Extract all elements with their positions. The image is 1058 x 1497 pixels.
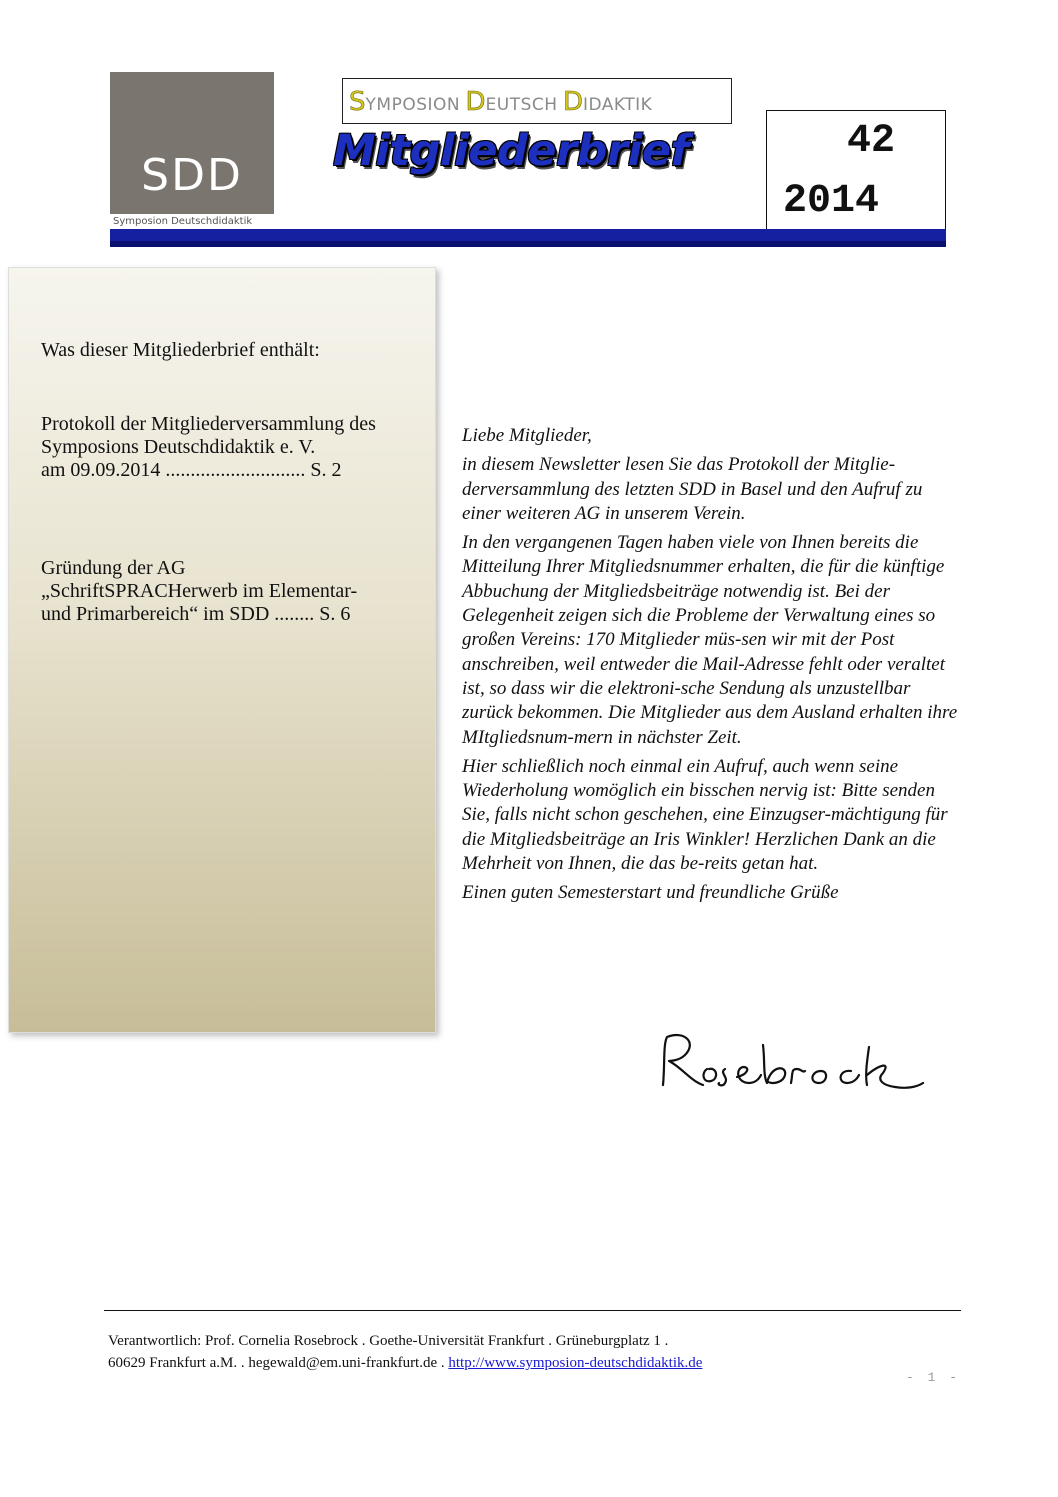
issue-year: 2014 xyxy=(783,179,880,224)
footer-rule xyxy=(104,1310,961,1311)
toc-item-ag xyxy=(41,557,421,626)
issue-number: 42 xyxy=(847,119,896,164)
toc-item-protokoll xyxy=(41,413,421,482)
letter-closing: Einen guten Semesterstart und freundliche Grüße xyxy=(462,882,839,904)
logo-subtitle: Symposion Deutschdidaktik xyxy=(110,214,277,229)
letter-body xyxy=(462,424,962,911)
handwritten-signature xyxy=(655,1025,935,1100)
logo-text: SDD xyxy=(141,150,243,201)
symposion-banner xyxy=(342,78,732,124)
toc-item-line: am 09.09.2014 ............................ S. 2 xyxy=(41,459,342,481)
toc-item-line: „SchriftSPRACHerwerb im Elementar- xyxy=(41,580,358,602)
banner-word-3: IDAKTIK xyxy=(583,95,653,115)
toc-heading: Was dieser Mitgliederbrief enthält: xyxy=(41,339,320,361)
toc-item-line: und Primarbereich“ im SDD ........ S. 6 xyxy=(41,603,351,625)
issue-box xyxy=(766,110,946,230)
footer-line-1: Verantwortlich: Prof. Cornelia Rosebrock . Goethe-Universität Frankfurt . Grüneburgplatz 1 . xyxy=(108,1333,669,1349)
letter-greeting: Liebe Mitglieder, xyxy=(462,425,592,446)
website-link[interactable]: http://www.symposion-deutschdidaktik.de xyxy=(448,1355,703,1371)
table-of-contents xyxy=(8,267,436,1033)
banner-word-2: EUTSCH xyxy=(485,95,558,115)
footer-line-2 xyxy=(108,1352,702,1374)
sdd-logo xyxy=(110,72,274,230)
toc-item-line: Symposions Deutschdidaktik e. V. xyxy=(41,436,316,458)
letter-paragraph: Hier schließlich noch einmal ein Aufruf, auch wenn seine Wiederholung womöglich ein bisschen nervig ist: Bitte senden Sie, falls nicht schon geschehen, eine Einzugser-mächtigung für die Mitgliedsbeiträge an Iris Winkler! Herzlichen Dank an die Mehrheit von Ihnen, die das be-reits getan hat. xyxy=(462,755,948,875)
banner-cap-d2: D xyxy=(562,87,583,117)
letter-paragraph: in diesem Newsletter lesen Sie das Protokoll der Mitglie-derversammlung des letzten SDD in Basel und den Aufruf zu einer weiteren AG in unserem Verein. xyxy=(462,454,923,524)
banner-cap-d1: D xyxy=(465,87,486,117)
banner-cap-s: S xyxy=(349,87,366,117)
banner-word-1: YMPOSION xyxy=(365,95,461,115)
toc-item-line: Protokoll der Mitgliederversammlung des xyxy=(41,413,376,435)
footer-address: 60629 Frankfurt a.M. . hegewald@em.uni-frankfurt.de . xyxy=(108,1355,449,1371)
newsletter-title: Mitgliederbrief xyxy=(333,126,689,176)
page-number: - 1 - xyxy=(906,1370,961,1385)
toc-item-line: Gründung der AG xyxy=(41,557,186,579)
footer xyxy=(108,1330,702,1374)
letter-paragraph: In den vergangenen Tagen haben viele von Ihnen bereits die Mitteilung Ihrer Mitgliedsnummer erhalten, die für die künftige Abbuchung der Mitgliedsbeiträge notwendig ist. Bei der Gelegenheit zeigen sich die Probleme der Verwaltung eines so großen Vereins: 170 Mitglieder müs-sen wir mit der Post anschreiben, weil entweder die Mail-Adresse fehlt oder veraltet ist, so dass wir die elektroni-sche Sendung als unzustellbar zurück bekommen. Die Mitglieder aus dem Ausland erhalten ihre MItgliedsnum-mern in nächster Zeit. xyxy=(462,532,958,748)
header-rule xyxy=(110,229,946,247)
symposion-banner-text xyxy=(349,87,652,117)
